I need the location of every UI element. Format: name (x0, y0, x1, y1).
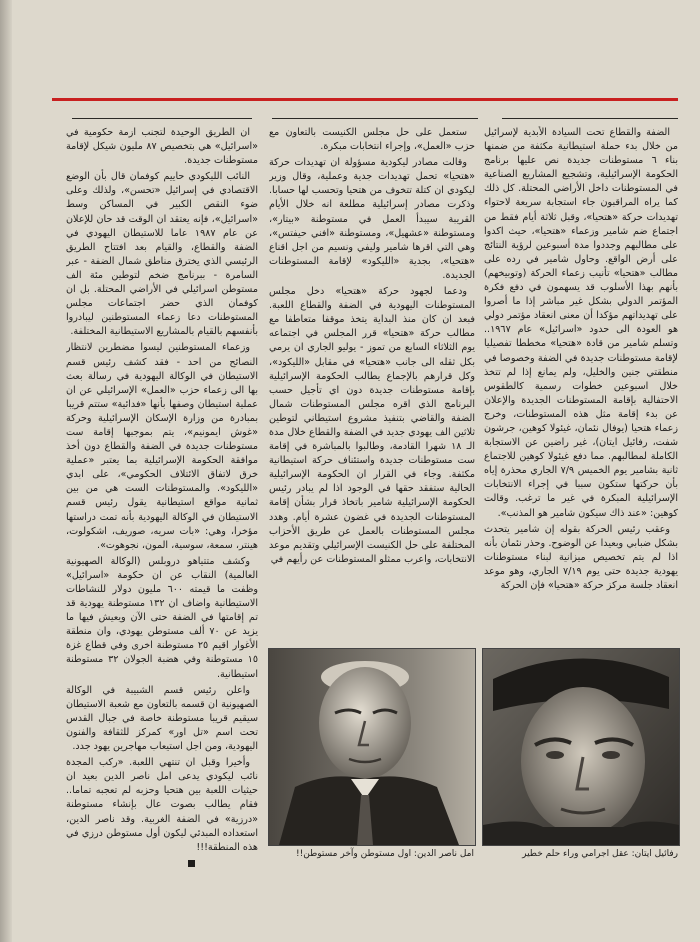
paragraph: ودعما لجهود حركة «هتحيا» دخل مجلس المستوطنات اليهودية في الضفة والقطاع اللعبة. فبعد ان كان منذ البداية يتخذ موقفا متعاطفا مع مطالب حركة «هتحيا» قرر المجلس في اجتماعه يوم الثلاثاء السابع من تموز - يوليو الجاري ان يرمي بكل ثقله الى جانب «هتحيا» في مقابل «الليكود»، وكل قرارهم بالإجماع يطالب الحكومة الإسرائيلية بإقامة مستوطنات جديدة دون اي تأجيل حسب البرنامج الذي اقره مجلس المستوطنات شمال الضفة والقاضي بتنفيذ مشروع استيطاني لتوطين ثلاثين الف يهودي جديد في الضفة والقطاع خلال مدة الـ ١٨ شهرا القادمة، وطالبوا بالمباشرة في إقامة ست مستوطنات جديدة واستئناف حركة استيطانية مكثفة. وجاء في القرار ان الحكومة الإسرائيلية الحالية ستفقد حقها في الوجود اذا لم يبادر رئيس الحكومة الإسرائيلية شامير باتخاذ قرار بشأن إقامة المستوطنات الجديدة في غضون عشرة أيام. وهدد مجلس المستوطنات بالعمل عن طريق الأحزاب المختلفة على حل الكنيست الإسرائيلي وتقديم موعد الانتخابات، واعرب ممثلو المستوطنات عن رأيهم في (269, 286, 475, 565)
article-column-right (484, 126, 678, 638)
photo-caption-eitan: رفائيل ايتان: عقل اجرامي وراء حلم خطير (522, 849, 678, 859)
portrait-photo-nasser-al-din (268, 648, 476, 846)
article-column-left (66, 126, 258, 868)
paragraph: وعقب رئيس الحركة بقوله إن شامير يتحدث بشكل ضبابي وبعيدا عن الوضوح. وحذر نئمان بأنه اذا لم يتم تخصيص ميزانية لبناء مستوطنات يهودية جديدة حتى يوم ٧/١٩ الجاري، وهو موعد انعقاد جلسة مركز حركة «هتحيا» فإن الحركة (484, 523, 678, 591)
photo-caption-nasser-al-din: امل ناصر الدين: اول مستوطن وآخر مستوطن!! (296, 849, 474, 859)
paragraph: واعلن رئيس قسم الشبيبة في الوكالة الصهيونية ان قسمه بالتعاون مع شعبة الاستيطان سيقيم قريبا مستوطنة خاصة في جبال القدس تحت اسم «تل اور» كمركز للثقافة والفنون اليهودية، ومن اجل استيعاب مهاجرين يهود جدد. (66, 684, 258, 753)
paragraph: ان الطريق الوحيدة لتجنب ازمة حكومية في «اسرائيل» هي بتخصيص ٨٧ مليون شيكل لإقامة مستوطنات جديدة. (66, 127, 258, 167)
paragraph: وكشف متتياهو دروبلس (الوكالة الصهيونية العالمية) النقاب عن ان حكومة «اسرائيل» وظفت ما قيمته ٦٠٠ مليون دولار للنشاطات الاستيطانية واضاف ان ١٣٢ مستوطنة يهودية قد تم إقامتها في الضفة حتى الآن ويعيش فيها ما يزيد عن ٧٠ ألف مستوطن يهودي، وان منطقة الأغوار اقيم ٢٥ مستوطنة اخرى وفي قطاع غزة ١٥ مستوطنة وفي هضبة الجولان ٣٢ مستوطنة استيطانية. (66, 555, 258, 680)
paragraph: وقالت مصادر ليكودية مسؤولة ان تهديدات حركة «هتحيا» تحمل تهديدات جدية وعملية، وقال وزير ليكودي ان كتلة تتخوف من هتحيا وتحسب لها حسابا. وذكرت مصادر إسرائيلية مطلعة انه خلال الأيام القريبة سيبدأ العمل في مستوطنة «بيتار»، ومستوطنة «عشهيل»، ومستوطنة «افني حيفتس»، وهي التي اقرها شامير وليفي ونسيم من اجل اقناع «هتحيا»، بجدية «الليكود» لإقامة المستوطنات الجديدة. (269, 157, 475, 281)
portrait-photo-eitan (482, 648, 680, 846)
article-end-mark (188, 860, 195, 867)
page-edge-shadow (0, 0, 12, 942)
portrait-illustration (483, 649, 679, 845)
column-rule-right (502, 118, 678, 119)
article-column-middle (269, 126, 475, 638)
column-rule-middle (272, 118, 478, 119)
paragraph: الضفة والقطاع تحت السيادة الأبدية لإسرائيل من خلال بدء حملة استيطانية مكثفة من ضمنها بناء ٦ مستوطنات جديدة نص عليها برنامج الحكومة الإسرائيلية، وتشجيع المشاريع الصناعية في المستوطنات داخل الأراضي المحتلة. كل ذلك كما يراه المراقبون جاء استجابة سريعة لاحتواء تهديدات حركة «هتحيا»، وقبل ثلاثة أيام فقط من اجتماع ضم شامير وزعماء «هتحيا»، حيث اكدوا على مطالبهم وجددوا مدة أسبوعين لرؤية النتائج على أرض الواقع. وحاول شامير في رده على مطالب «هتحيا» تأنيب زعماء الحركة (وتوبيخهم) بأنهم بهذا الأسلوب قد يسهمون في دفع فكرة المؤتمر الدولي بشكل غير مباشر إذا ما أصروا على تهديداتهم مؤكدا أن معنى انعقاد مؤتمر دولي هو العودة الى حدود «اسرائيل» عام ١٩٦٧.. وتسلم شامير من قادة «هتحيا» مخططا تفصيليا لإقامة مستوطنات جديدة في الضفة وخصوصا في منطقتي جنين والخليل، ولم يمانع إذا لم تتخذ خلال اسبوعين خطوات رسمية كالطقوس الاحتفالية بإقامة المستوطنات الجديدة والإعلان عن بدء إقامة مثل هذه المستوطنات، وخرج زعماء هتحيا (يوفال نئمان، غيئولا كوهين، جرشون شفت، رفائيل ايتان)، غير راضين عن الاستجابة الكاملة لمطالبهم. مما دفع غيئولا كوهين للاجتماع ثانية بشامير يوم الخميس ٧/٩ الجاري محذرة إياه بأن حركتها ستكون سببا في إجراء الانتخابات الإسرائيلية المبكرة في غير ما ترغب. وقالت كوهين: «عند ذاك سيكون شامير هو المذنب». (484, 127, 678, 519)
paragraph: وأخيرا وقبل ان تنتهي اللعبة. «ركب المجدة نائب ليكودي يدعى امل ناصر الدين بعيد ان حيثيات اللعبة بين هتحيا وحزبه لم تعجبه تماما.. فقام يطالب بصوت عال بإنشاء مستوطنة «درزية» في الضفة الغربية. وقد ناصر الدين، استعداده المبدئي ليكون أول مستوطن درزي في هذه المنطقة!!! (66, 757, 258, 853)
paragraph: النائب الليكودي حاييم كوفمان قال بأن الوضع الاقتصادي في إسرائيل «تحسن»، ولذلك وعلى ضوء النقص الكبير في المساكن وسط «اسرائيل»، فإنه يعتقد ان الوقت قد حان للإعلان عن عام ١٩٨٧ عاما للاستيطان اليهودي في الضفة والقطاع، والقيام بعد افتتاح الطريق الرئيسي الذي يخترق مناطق شمال الضفة - عبر السامرة - ببرنامج ضخم لتوطين مئة الف مستوطن اسرائيلي في الأراضي المحتلة. بل ان كوفمان الذي حضر اجتماعات مجلس المستوطنات دعا زعماء المستوطنين ليبادروا بأنفسهم بالقيام بالمشاريع الاستيطانية المختلفة. (66, 171, 258, 338)
paragraph: وزعماء المستوطنين ليسوا مضطرين لانتظار النصائح من احد - فقد كشف رئيس قسم الاستيطان في الوكالة اليهودية في رسالة بعث بها الى زعماء حزب «العمل» الإسرائيلي عن ان عملية استيطان وصفها بأنها «فدائية» ستتم قريبا بمبادرة من وزارة الإسكان الإسرائيلية وحركة «غوش ايمونيم»، يتم بموجبها إقامة ست مستوطنات جديدة في الضفة والقطاع دون أخذ موافقة الحكومة الإسرائيلية بما يعتبر «عملية خرق لاتفاق الائتلاف الحكومي»، على ابدي «الليكود». والمستوطنات الست هي من بين ثمانية مواقع استيطانية يقول رئيس قسم الاستيطان في الوكالة اليهودية بأنه تمت دراستها مؤخرا، وهي: «بات سريه، صوريف، اشكولوت، هينتر، سمعة، سوسية، المون، نجوهوت». (66, 342, 258, 551)
header-accent-rule (52, 98, 678, 101)
paragraph: ستعمل على حل مجلس الكنيست بالتعاون مع حزب «العمل»، وإجراء انتخابات مبكرة. (269, 127, 475, 153)
portrait-illustration (269, 649, 475, 845)
column-rule-left (72, 118, 252, 119)
